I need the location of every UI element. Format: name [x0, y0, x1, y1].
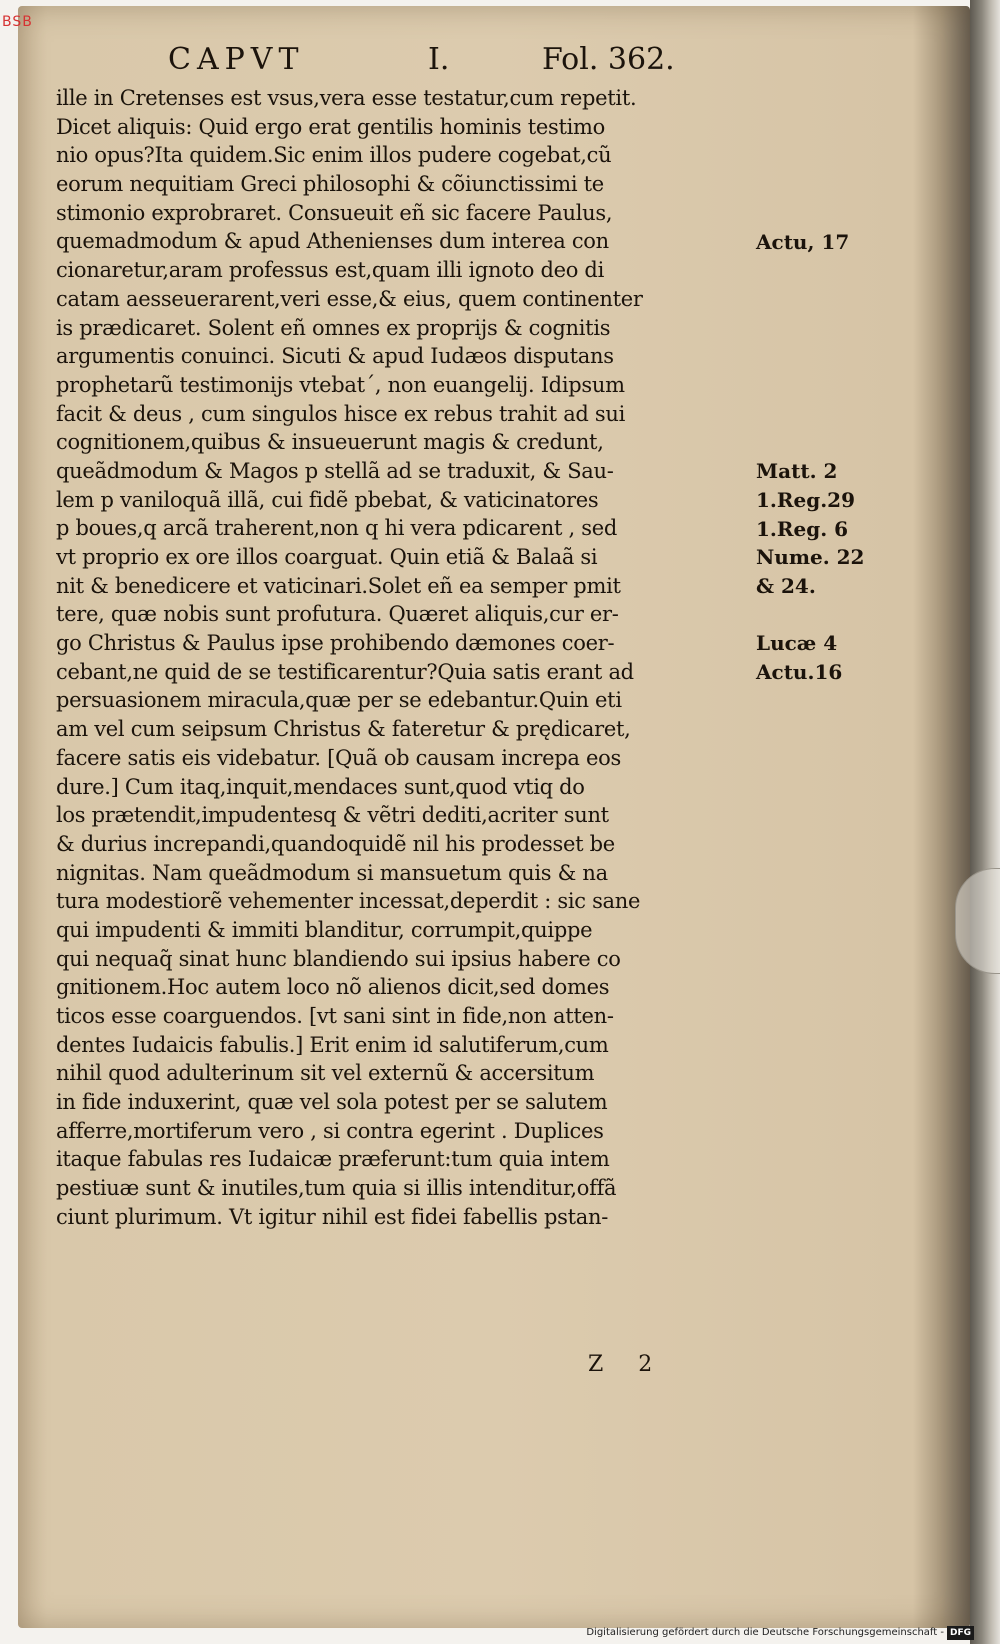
- text-line: qui nequaq̃ sinat hunc blandiendo sui ipsius habere co: [56, 946, 621, 971]
- text-line: am vel cum seipsum Christus & fateretur & prędicaret,: [56, 717, 631, 742]
- text-line: argumentis conuinci. Sicuti & apud Iudæos disputans: [56, 344, 614, 369]
- text-line: vt proprio ex ore illos coarguat. Quin etiã & Balaã si: [56, 545, 598, 569]
- margin-note: Matt. 2: [756, 459, 838, 484]
- text-line: itaque fabulas res Iudaicæ præferunt:tum quia intem: [56, 1147, 610, 1172]
- text-line: tere, quæ nobis sunt profutura. Quæret aliquis,cur er-: [56, 602, 619, 627]
- text-line: ticos esse coarguendos. [vt sani sint in fide,non atten-: [56, 1004, 614, 1028]
- text-line: ille in Cretenses est vsus,vera esse testatur,cum repetit.: [56, 86, 637, 110]
- digitization-credit: [586, 1626, 974, 1640]
- text-line: lem p vaniloquã illã, cui fidẽ pbebat, & vaticinatores: [56, 487, 599, 512]
- text-line: go Christus & Paulus ipse prohibendo dæmones coer-: [56, 631, 615, 656]
- text-line: dure.] Cum itaq,inquit,mendaces sunt,quod vtiq do: [56, 774, 585, 799]
- text-line: is prædicaret. Solent eñ omnes ex proprijs & cognitis: [56, 315, 611, 340]
- text-line: nignitas. Nam queãdmodum si mansuetum quis & na: [56, 860, 608, 885]
- header-folio: Fol. 362.: [542, 42, 675, 77]
- library-mark: BSB: [2, 14, 33, 30]
- header-caput: CAPVT: [168, 42, 305, 77]
- text-line: afferre,mortiferum vero , si contra egerint . Duplices: [56, 1118, 604, 1143]
- text-line: nit & benedicere et vaticinari.Solet eñ ea semper pmit: [56, 573, 621, 598]
- margin-note: Actu, 17: [756, 229, 850, 254]
- dfg-logo: DFG: [947, 1626, 974, 1640]
- text-line: & durius increpandi,quandoquidẽ nil his prodesset be: [56, 831, 615, 856]
- header-chapter-number: I.: [428, 42, 450, 77]
- margin-note: 1.Reg.29: [756, 487, 856, 512]
- text-line: cionaretur,aram professus est,quam illi ignoto deo di: [56, 258, 604, 283]
- credit-text: Digitalisierung gefördert durch die Deutsche Forschungsgemeinschaft -: [586, 1627, 944, 1638]
- margin-note: Lucæ 4: [756, 631, 838, 656]
- signature-mark: Z 2: [588, 1352, 667, 1377]
- text-line: quemadmodum & apud Athenienses dum interea con: [56, 229, 609, 254]
- text-line: p boues,q arcã traherent,non q hi vera pdicarent , sed: [56, 516, 618, 541]
- text-line: dentes Iudaicis fabulis.] Erit enim id salutiferum,cum: [56, 1032, 609, 1057]
- margin-note: & 24.: [756, 573, 816, 598]
- text-line: cebant,ne quid de se testificarentur?Quia satis erant ad: [56, 659, 634, 684]
- text-line: nihil quod adulterinum sit vel externũ & accersitum: [56, 1061, 595, 1086]
- page-stack-edge: [970, 0, 1000, 1644]
- text-line: gnitionem.Hoc autem loco nõ alienos dicit,sed domes: [56, 975, 610, 1000]
- text-line: prophetarũ testimonijs vtebatˊ, non euangelij. Idipsum: [56, 372, 625, 397]
- text-line: tura modestiorẽ vehementer incessat,deperdit : sic sane: [56, 889, 641, 914]
- margin-note: Actu.16: [756, 660, 843, 684]
- body-text: [56, 84, 740, 1232]
- text-line: in fide induxerint, quæ vel sola potest per se salutem: [56, 1090, 608, 1115]
- text-line: eorum nequitiam Greci philosophi & cõiunctissimi te: [56, 172, 604, 197]
- text-line: facit & deus , cum singulos hisce ex rebus trahit ad sui: [56, 401, 626, 426]
- text-line: los prætendit,impudentesq & vẽtri dediti,acriter sunt: [56, 803, 609, 828]
- text-line: persuasionem miracula,quæ per se edebantur.Quin eti: [56, 688, 622, 713]
- running-header: [168, 40, 728, 82]
- text-line: Dicet aliquis: Quid ergo erat gentilis hominis testimo: [56, 114, 606, 139]
- text-line: stimonio exprobraret. Consueuit eñ sic facere Paulus,: [56, 200, 613, 225]
- text-line: facere satis eis videbatur. [Quã ob causam increpa eos: [56, 745, 621, 770]
- text-line: qui impudenti & immiti blanditur, corrumpit,quippe: [56, 917, 593, 942]
- margin-note: Nume. 22: [756, 545, 865, 570]
- margin-note: 1.Reg. 6: [756, 516, 849, 541]
- text-line: nio opus?Ita quidem.Sic enim illos pudere cogebat,cũ: [56, 143, 612, 168]
- text-line: queãdmodum & Magos p stellã ad se traduxit, & Sau-: [56, 458, 614, 483]
- text-line: cognitionem,quibus & insueuerunt magis & credunt,: [56, 430, 604, 455]
- text-line: ciunt plurimum. Vt igitur nihil est fidei fabellis pstan-: [56, 1204, 609, 1229]
- text-line: pestiuæ sunt & inutiles,tum quia si illis intenditur,offã: [56, 1176, 617, 1201]
- text-line: catam aesseuerarent,veri esse,& eius, quem continenter: [56, 286, 643, 311]
